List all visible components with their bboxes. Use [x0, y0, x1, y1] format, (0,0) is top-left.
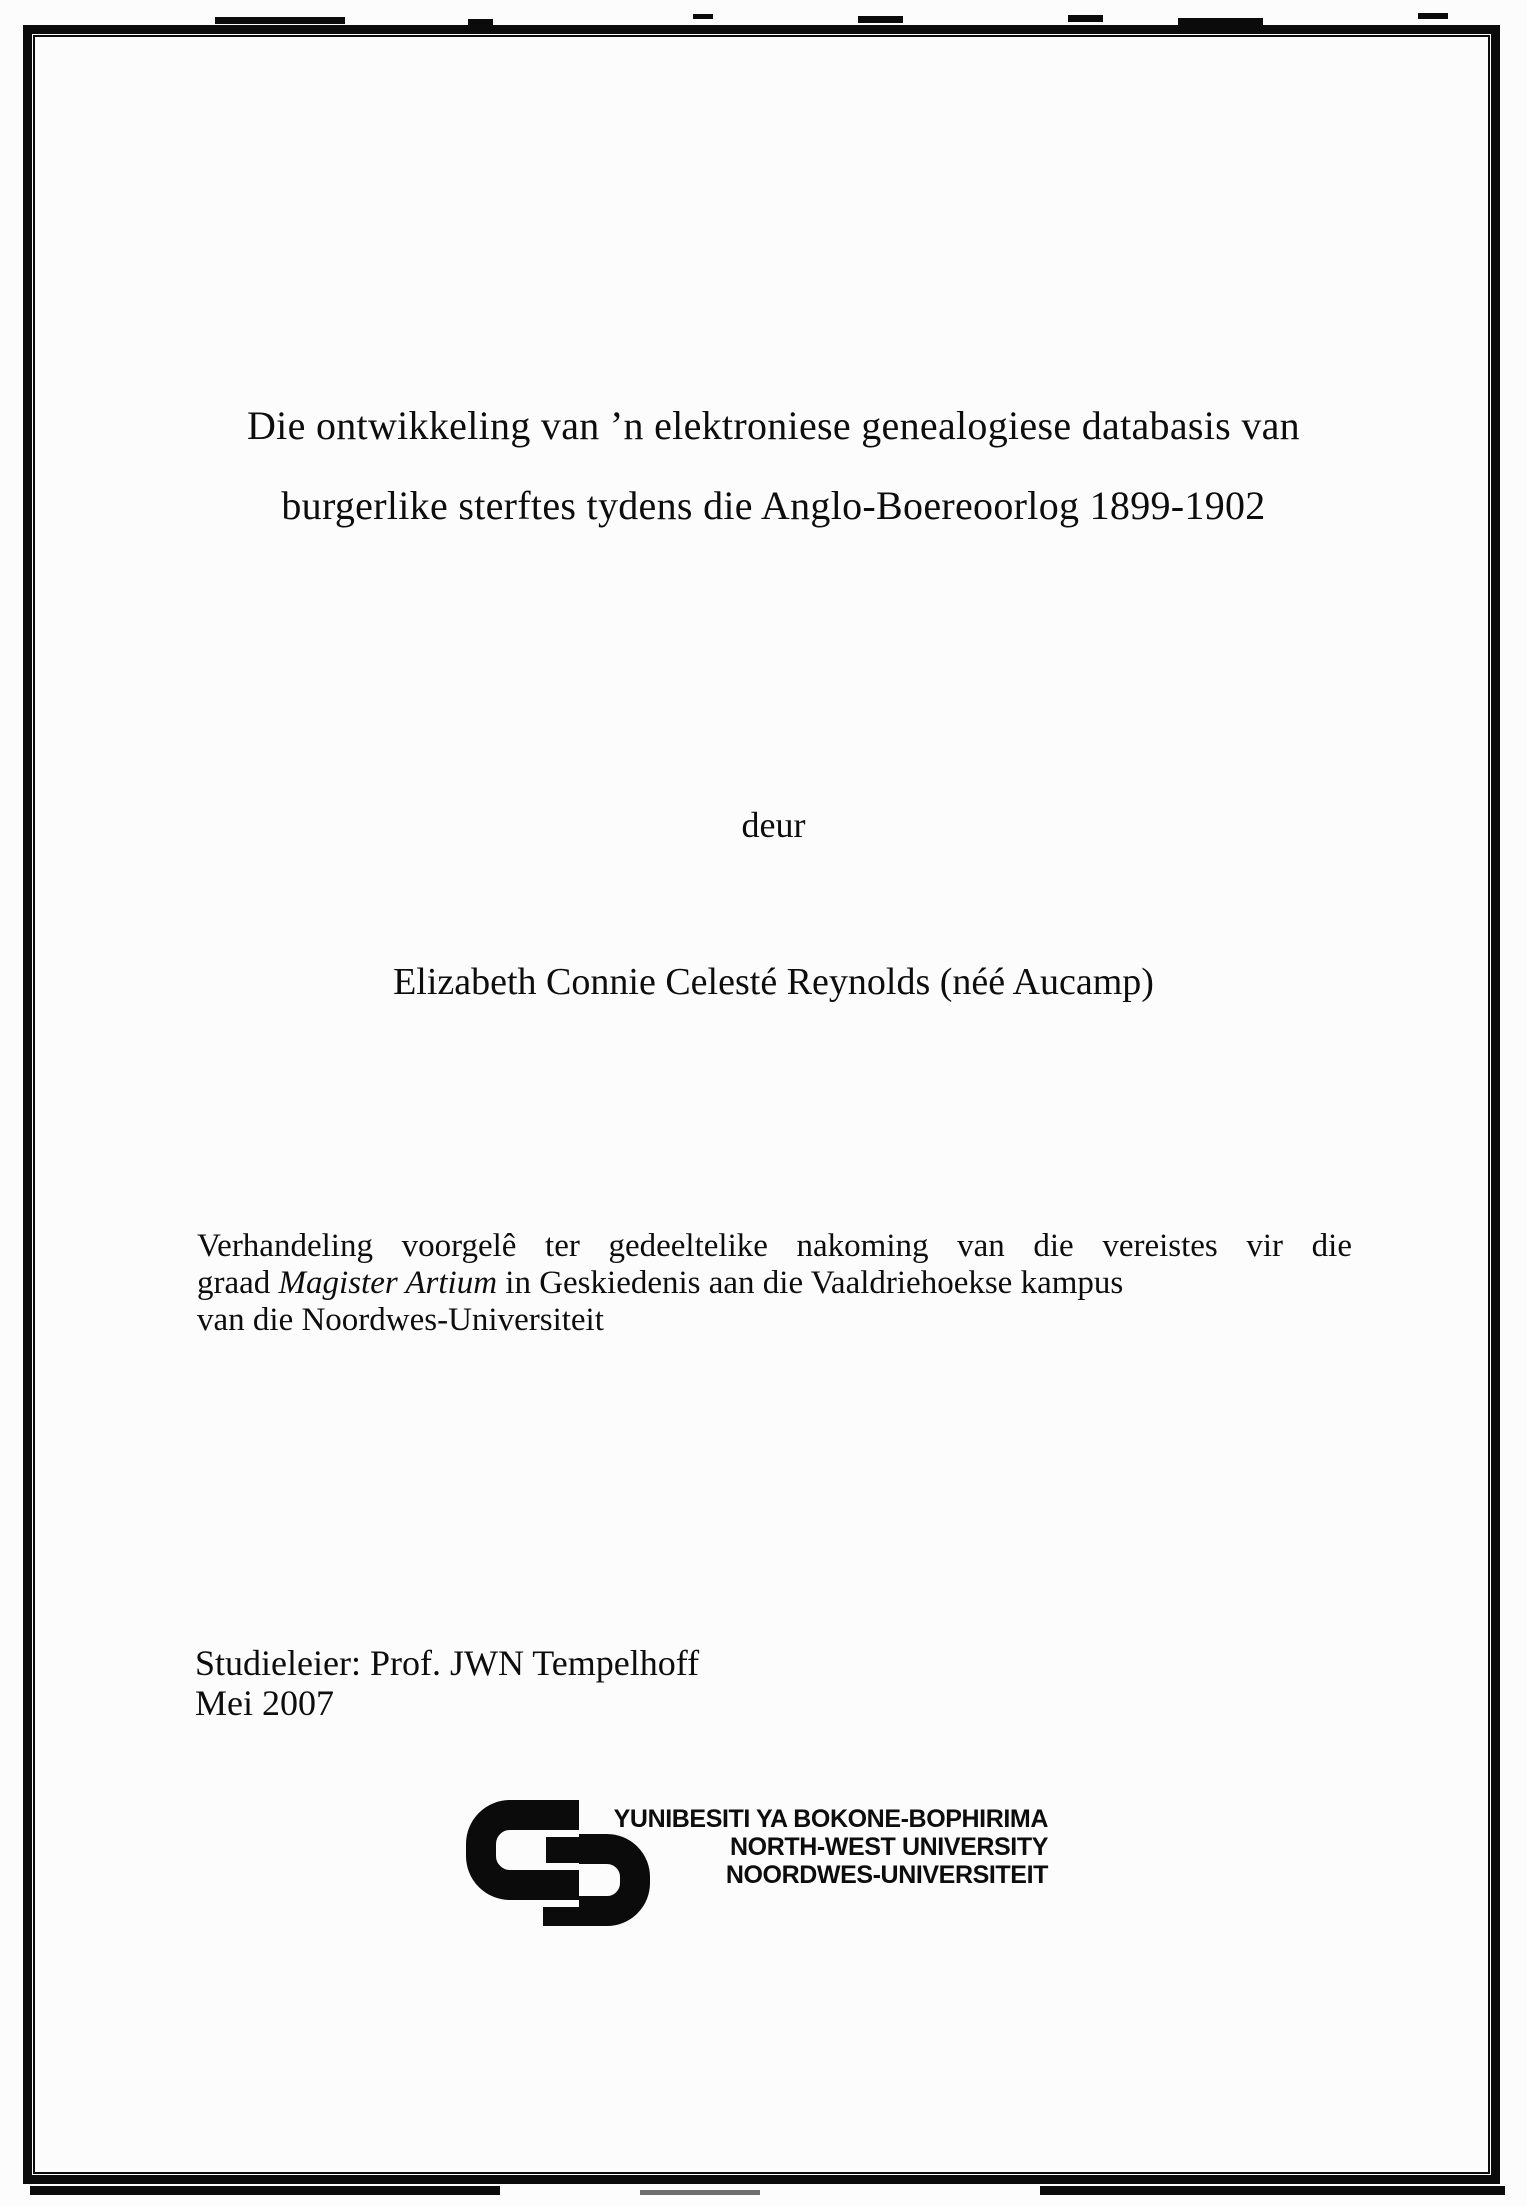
author-name: Elizabeth Connie Celesté Reynolds (néé Aucamp) [393, 961, 1154, 1003]
scan-artifact [1418, 13, 1448, 19]
byline-label: deur [741, 805, 806, 845]
thesis-title-line2: burgerlike sterftes tydens die Anglo-Boereoorlog 1899-1902 [281, 483, 1266, 528]
supervisor-line: Studieleier: Prof. JWN Tempelhoff [195, 1643, 700, 1683]
thesis-title-line1: Die ontwikkeling van ’n elektroniese genealogiese databasis van [246, 403, 1300, 448]
university-logo-wordmark [600, 1805, 1048, 1889]
degree-statement-line2 [197, 1265, 1352, 1302]
degree-statement-line1: Verhandeling voorgelê ter gedeeltelike nakoming van die vereistes vir die [197, 1228, 1352, 1264]
logo-name-english: NORTH-WEST UNIVERSITY [730, 1833, 1048, 1861]
degree-line2-prefix: graad [197, 1265, 279, 1301]
logo-name-afrikaans: NOORDWES-UNIVERSITEIT [725, 1861, 1048, 1889]
degree-statement [197, 1228, 1352, 1339]
degree-statement-line3: van die Noordwes-Universiteit [197, 1302, 604, 1338]
date-line: Mei 2007 [195, 1683, 334, 1723]
supervisor-block [195, 1643, 699, 1723]
degree-name-italic: Magister Artium [278, 1265, 498, 1301]
logo-name-setswana: YUNIBESITI YA BOKONE-BOPHIRIMA [613, 1805, 1048, 1833]
degree-line2-suffix: in Geskiedenis aan die Vaaldriehoekse kampus [497, 1265, 1124, 1301]
thesis-title [195, 386, 1352, 546]
